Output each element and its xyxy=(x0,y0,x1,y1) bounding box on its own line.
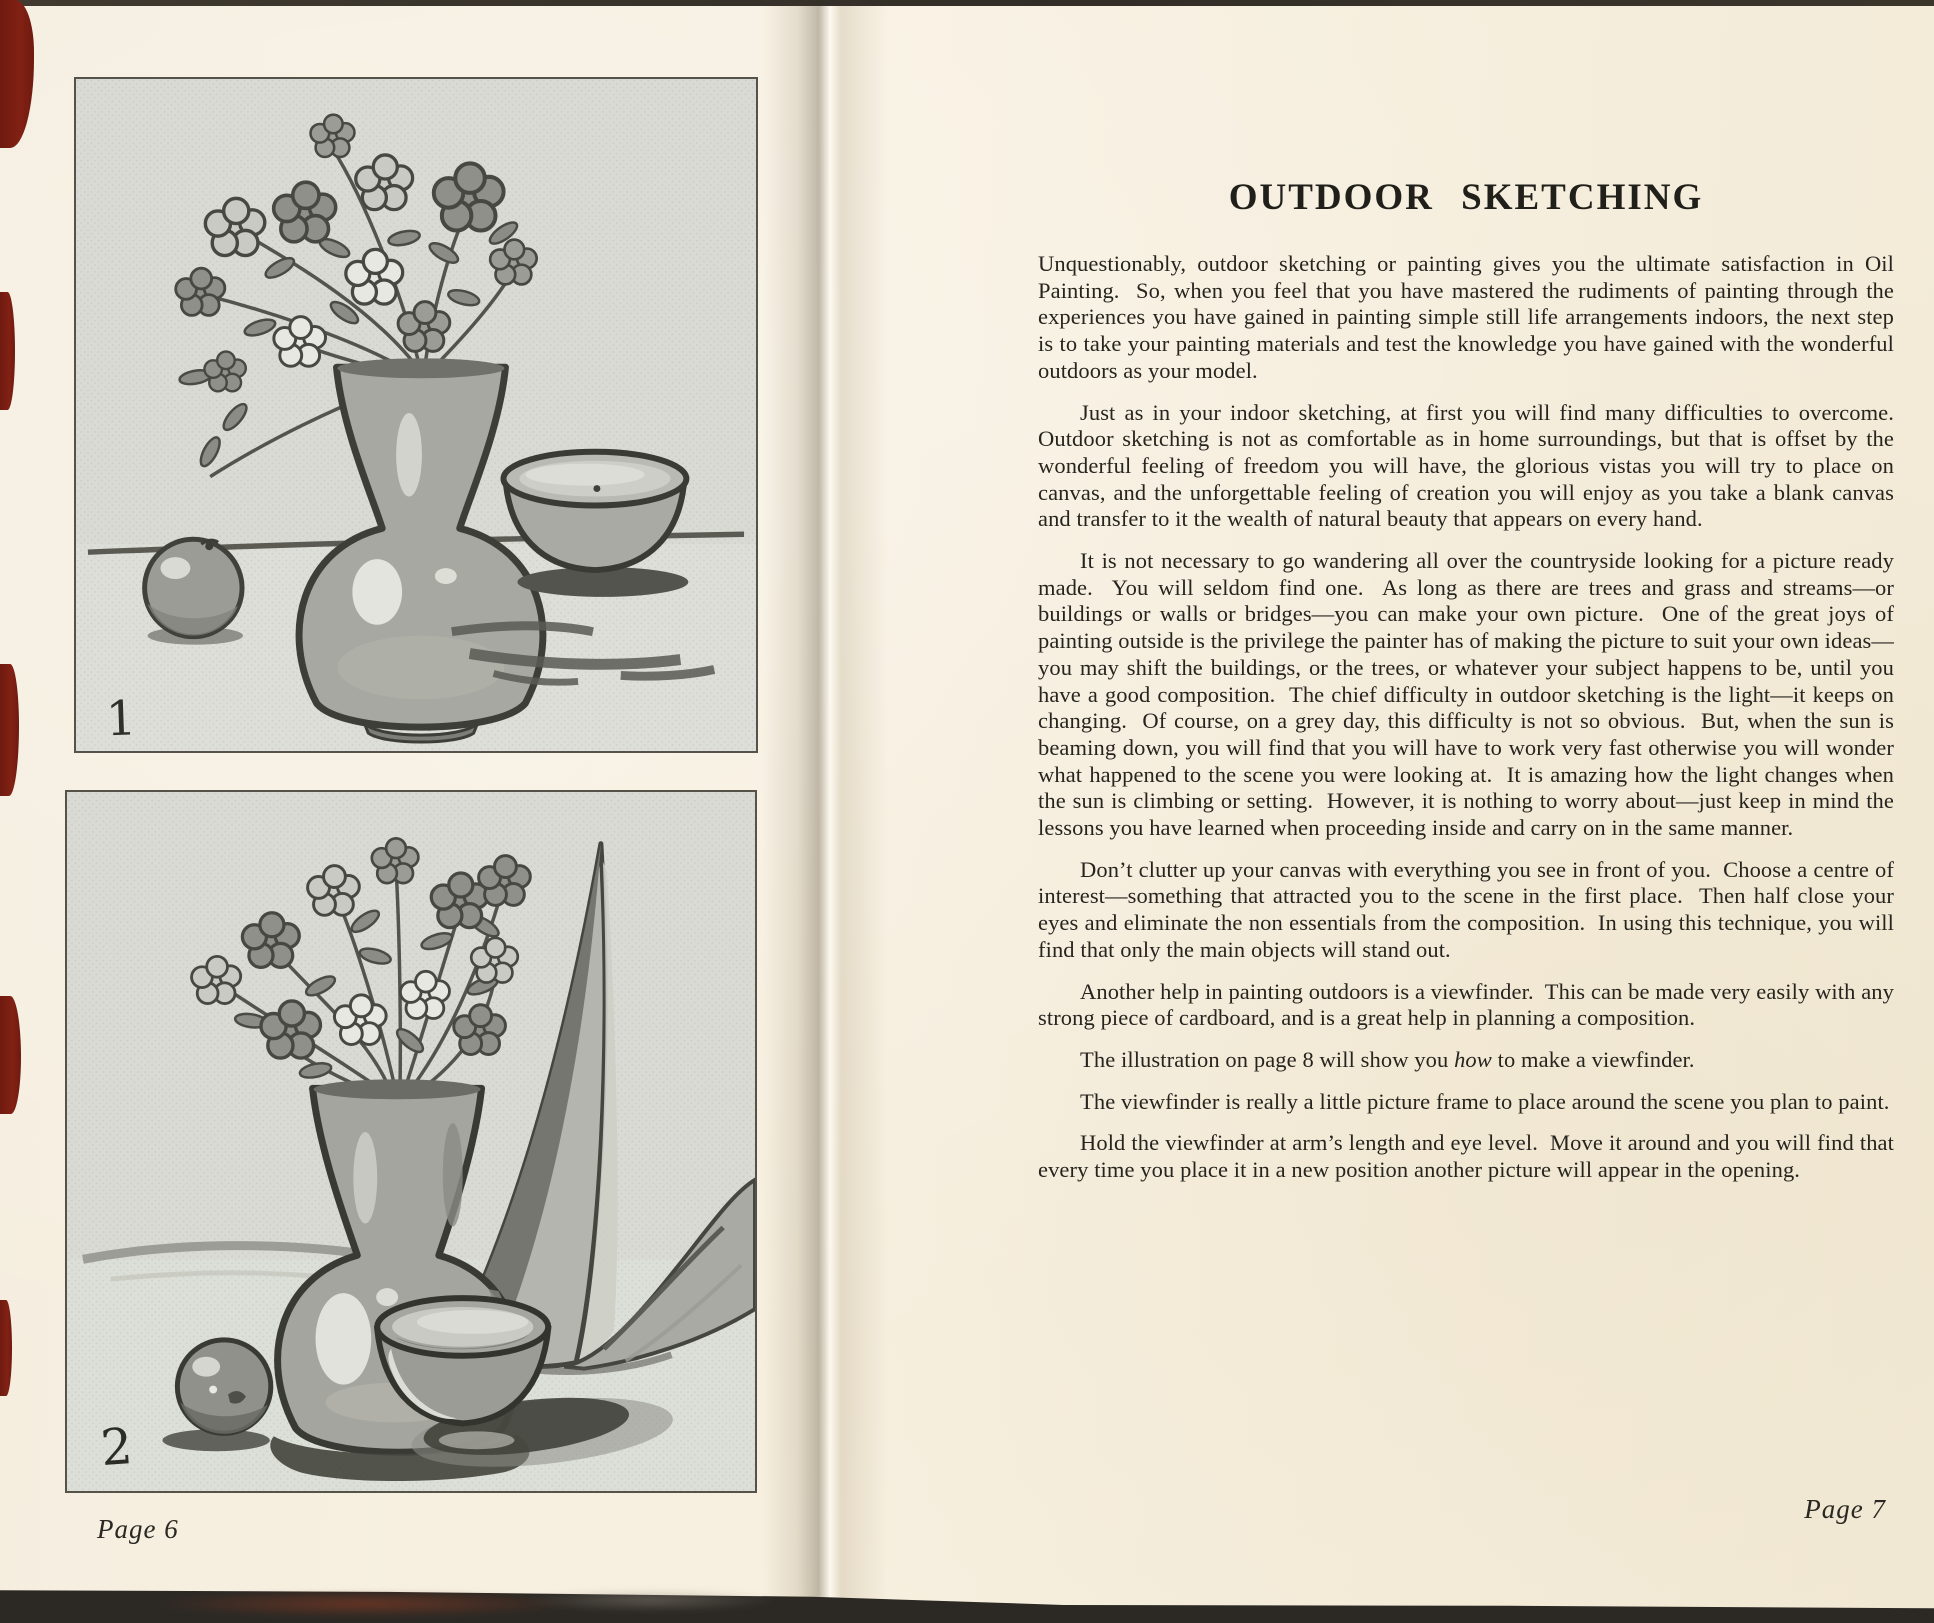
italic-word: how xyxy=(1454,1046,1492,1072)
book-cover-edge xyxy=(0,664,19,796)
paragraph-text: The illustration on page 8 will show you xyxy=(1080,1046,1455,1072)
figure-still-life-shaded xyxy=(65,790,757,1493)
figure-still-life-flat xyxy=(74,77,758,753)
book-cover-edge xyxy=(0,996,21,1114)
figure-number: 1 xyxy=(105,691,138,748)
book-cover-edge xyxy=(0,292,15,410)
body-text xyxy=(1038,176,1906,1199)
scan-bottom-red-smudge xyxy=(150,1592,580,1618)
still-life-drawing-1 xyxy=(76,79,756,751)
still-life-drawing-2 xyxy=(67,792,755,1491)
page-gutter-shadow xyxy=(762,0,888,1623)
paragraph: The viewfinder is really a little picture frame to place around the scene you plan to paint. xyxy=(1080,1088,1890,1114)
paragraph xyxy=(1038,1047,1894,1074)
page-number-right: Page 7 xyxy=(1804,1494,1886,1524)
paragraph: Unquestionably, outdoor sketching or painting gives you the ultimate satisfaction in Oil Painting. So, when you feel that you have mastered the rudiments of painting through the experiences you have gained in painting simple still life arrangements indoors, the next step is to take your painting materials and test the knowledge you have gained with the wonderful outdoors as your model. xyxy=(1038,251,1900,383)
paragraph: It is not necessary to go wandering all over the countryside looking for a picture ready made. You will seldom find one. As long as there are trees and grass and streams—or buildings or walls or bridges—you can make your own picture. One of the great joys of painting outside is the privilege the painter has of making the picture to suit your own ideas—you may shift the buildings, or the trees, or whatever your subject happens to be, until you have a good composition. The chief difficulty in outdoor sketching is the light—it keeps on changing. Of course, on a grey day, this difficulty is not so obvious. But, when the sun is beaming down, you will find that you will have to work very fast otherwise you will wonder what happened to the scene you were looking at. It is amazing how the light changes when the sun is climbing or setting. However, it is nothing to worry about—just keep in mind the lessons you have learned when proceeding inside and carry on in the same manner. xyxy=(1038,548,1900,841)
scan-top-edge xyxy=(0,0,1934,6)
book-cover-edge xyxy=(0,0,34,148)
bowl xyxy=(503,452,688,597)
paragraph: Just as in your indoor sketching, at first you will find many difficulties to overcome. Outdoor sketching is not as comfortable as in home surroundings, but that is offset by the wonderful feeling of freedom you will have, the glorious vistas you will try to place on canvas, and the unforgettable feeling of creation you will enjoy as you take a blank canvas and transfer to it the wealth of natural beauty that appears on every hand. xyxy=(1038,399,1906,532)
paragraph: Another help in painting outdoors is a viewfinder. This can be made very easily with any strong piece of cardboard, and is a great help in planning a composition. xyxy=(1038,978,1900,1031)
paragraph: Don’t clutter up your canvas with everything you see in front of you. Choose a centre of interest—something that attracted you to the scene in the first place. Then half close your eyes and eliminate the non essentials from the composition. In using this technique, you will find that only the main objects will stand out. xyxy=(1038,856,1900,962)
book-cover-edge xyxy=(0,1300,12,1396)
scan-bottom-gray-smudge xyxy=(520,1590,780,1612)
paragraph: Hold the viewfinder at arm’s length and eye level. Move it around and you will find that every time you place it in a new position another picture will appear in the opening. xyxy=(1038,1130,1900,1183)
page-number-left: Page 6 xyxy=(97,1514,179,1544)
page-title: OUTDOOR SKETCHING xyxy=(1228,177,1704,218)
figure-number: 2 xyxy=(98,1417,135,1478)
paragraph-text: to make a viewfinder. xyxy=(1491,1046,1695,1072)
